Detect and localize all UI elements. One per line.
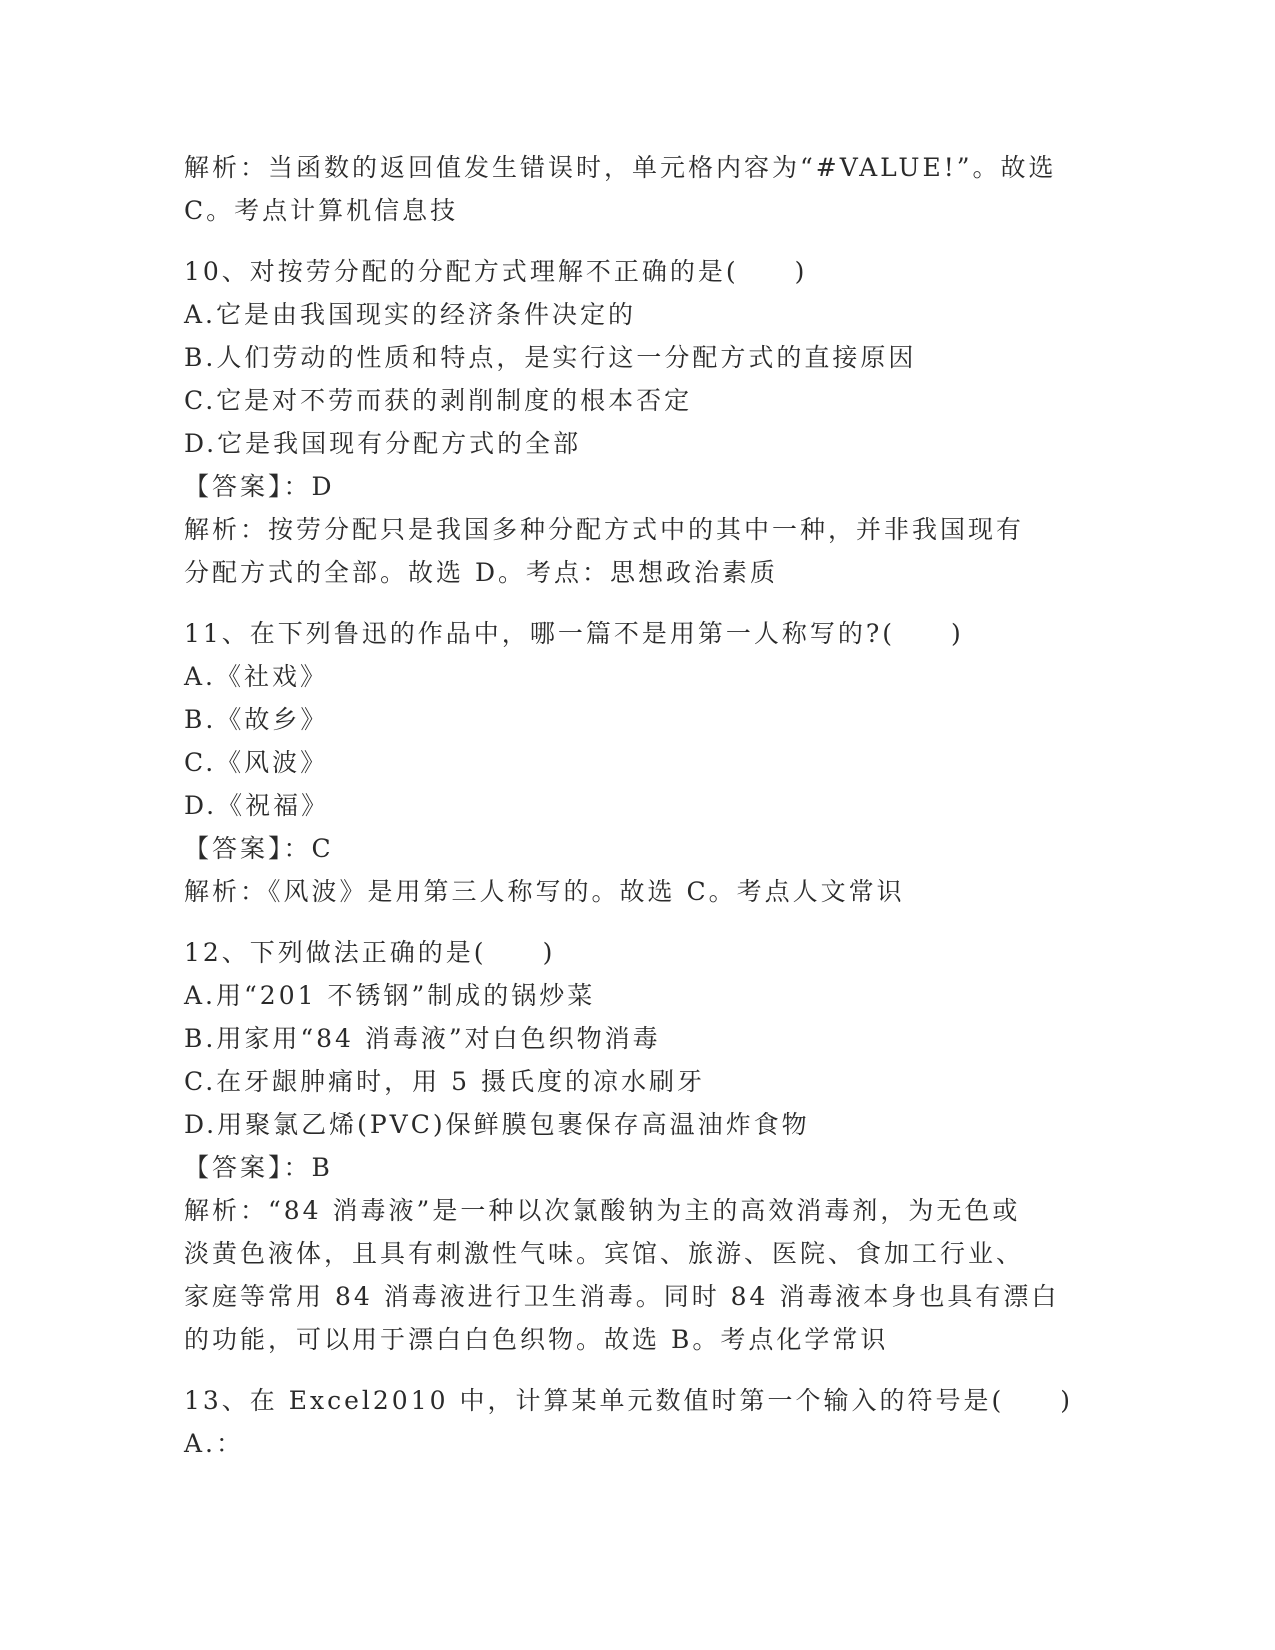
explanation-line: 家庭等常用 84 消毒液进行卫生消毒。同时 84 消毒液本身也具有漂白 — [184, 1282, 1060, 1311]
option-c: C.它是对不劳而获的剥削制度的根本否定 — [184, 386, 693, 415]
answer-line: 【答案】：D — [184, 472, 335, 501]
block-question-10 — [184, 250, 1084, 594]
option-d: D.《祝福》 — [184, 791, 330, 820]
explanation-line: 解析：按劳分配只是我国多种分配方式中的其中一种，并非我国现有 — [184, 515, 1025, 544]
block-question-13 — [184, 1379, 1084, 1465]
option-b: B.人们劳动的性质和特点，是实行这一分配方式的直接原因 — [184, 343, 917, 372]
explanation-line: 解析：当函数的返回值发生错误时，单元格内容为“#VALUE!”。故选 — [184, 153, 1057, 182]
option-c: C.在牙龈肿痛时，用 5 摄氏度的凉水刷牙 — [184, 1067, 705, 1096]
explanation-line: 解析：《风波》是用第三人称写的。故选 C。考点人文常识 — [184, 877, 905, 906]
option-a: A.： — [184, 1429, 245, 1458]
explanation-line: 解析：“84 消毒液”是一种以次氯酸钠为主的高效消毒剂，为无色或 — [184, 1196, 1021, 1225]
question-stem: 13、在 Excel2010 中，计算某单元数值时第一个输入的符号是( ) — [184, 1386, 1073, 1415]
answer-line: 【答案】：C — [184, 834, 334, 863]
question-stem: 11、在下列鲁迅的作品中，哪一篇不是用第一人称写的?( ) — [184, 619, 964, 648]
option-a: A.《社戏》 — [184, 662, 329, 691]
explanation-line: 的功能，可以用于漂白白色织物。故选 B。考点化学常识 — [184, 1325, 889, 1354]
option-d: D.用聚氯乙烯(PVC)保鲜膜包裹保存高温油炸食物 — [184, 1110, 810, 1139]
explanation-line: 淡黄色液体，且具有刺激性气味。宾馆、旅游、医院、食加工行业、 — [184, 1239, 1025, 1268]
document-page — [184, 146, 1084, 1465]
question-stem: 12、下列做法正确的是( ) — [184, 938, 556, 967]
block-question-12 — [184, 931, 1084, 1361]
block-q9-explanation — [184, 146, 1084, 232]
block-question-11 — [184, 612, 1084, 913]
option-a: A.用“201 不锈钢”制成的锅炒菜 — [184, 981, 596, 1010]
question-stem: 10、对按劳分配的分配方式理解不正确的是( ) — [184, 257, 808, 286]
answer-line: 【答案】：B — [184, 1153, 333, 1182]
option-b: B.用家用“84 消毒液”对白色织物消毒 — [184, 1024, 661, 1053]
option-b: B.《故乡》 — [184, 705, 329, 734]
option-d: D.它是我国现有分配方式的全部 — [184, 429, 582, 458]
explanation-line: 分配方式的全部。故选 D。考点：思想政治素质 — [184, 558, 778, 587]
option-a: A.它是由我国现实的经济条件决定的 — [184, 300, 637, 329]
explanation-line: C。考点计算机信息技 — [184, 196, 459, 225]
option-c: C.《风波》 — [184, 748, 329, 777]
